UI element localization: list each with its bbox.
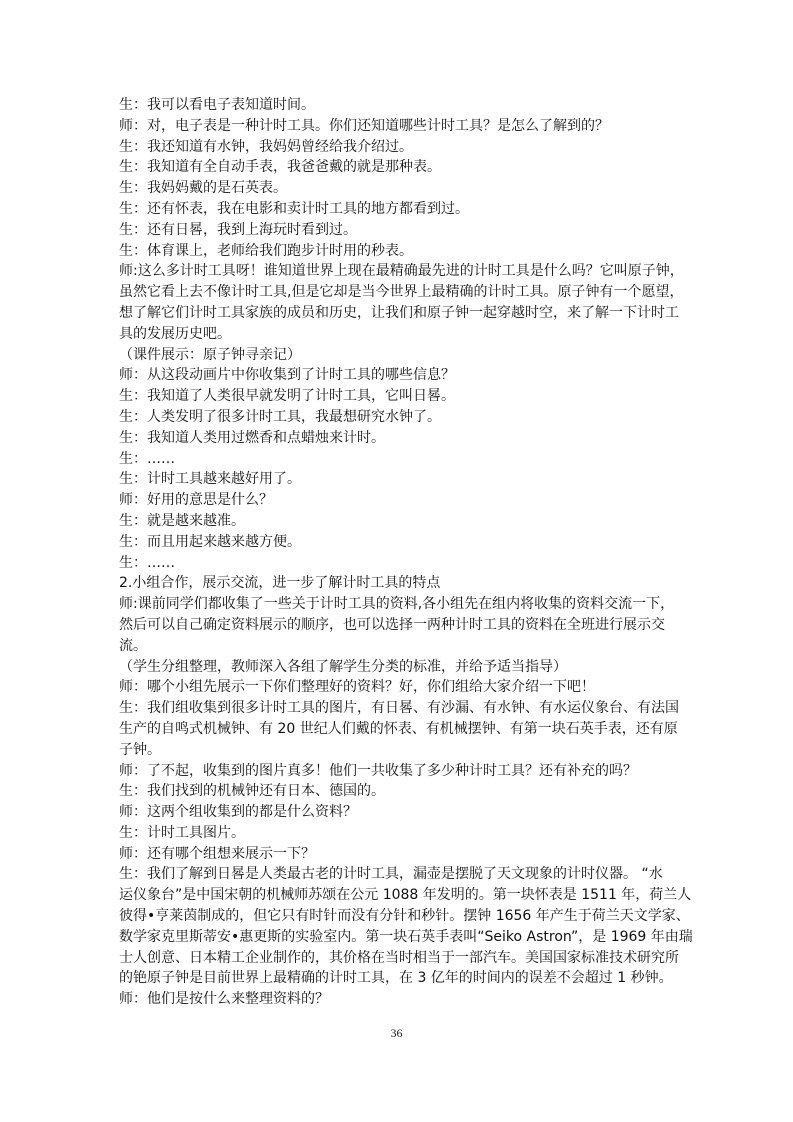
text-line: 然后可以自己确定资料展示的顺序，也可以选择一两种计时工具的资料在全班进行展示交 [119,616,665,633]
text-line: 师：这两个组收集到的都是什么资料？ [119,804,357,821]
text-line: 生：人类发明了很多计时工具，我最想研究水钟了。 [119,408,441,425]
text-line: 生：我们了解到日晷是人类最古老的计时工具，漏壶是摆脱了天文现象的计时仪器。 “水 [119,866,663,883]
text-line: 生：我知道人类用过燃香和点蜡烛来计时。 [119,429,385,446]
text-line: 师：还有哪个组想来展示一下？ [119,845,315,862]
text-line: （课件展示：原子钟寻亲记） [119,346,301,363]
text-line: 生：我可以看电子表知道时间。 [119,97,315,113]
text-line: 师：了不起，收集到的图片真多！他们一共收集了多少种计时工具？还有补充的吗？ [119,762,637,779]
text-line: 师：从这段动画片中你收集到了计时工具的哪些信息？ [119,367,455,384]
text-line: 士人创意、日本精工企业制作的，其价格在当时相当于一部汽车。美国国家标准技术研究所 [119,949,679,966]
text-line: 生：我们组收集到很多计时工具的图片，有日晷、有沙漏、有水钟、有水运仪象台、有法国 [119,700,679,717]
text-line: 的铯原子钟是目前世界上最精确的计时工具，在 3 亿年的时间内的误差不会超过 1 秒钟。 [119,970,673,987]
text-line: 具的发展历史吧。 [119,325,231,342]
text-line: 生：还有日晷，我到上海玩时看到过。 [119,221,357,238]
text-line: 生：体育课上，老师给我们跑步计时用的秒表。 [119,242,413,259]
text-line: 师:这么多计时工具呀！谁知道世界上现在最精确最先进的计时工具是什么吗？它叫原子钟， [119,263,684,280]
text-line: 想了解它们计时工具家族的成员和历史，让我们和原子钟一起穿越时空，来了解一下计时工 [119,304,679,321]
text-line: 生：…… [119,450,175,467]
text-line: 生产的自鸣式机械钟、有 20 世纪人们戴的怀表、有机械摆钟、有第一块石英手表，还有原 [119,720,678,737]
text-line: 师：哪个小组先展示一下你们整理好的资料？好，你们组给大家介绍一下吧！ [119,679,595,696]
text-line: （学生分组整理，教师深入各组了解学生分类的标准，并给予适当指导） [119,658,567,675]
text-line: 师：好用的意思是什么？ [119,492,273,509]
text-line: 生：我们找到的机械钟还有日本、德国的。 [119,783,385,800]
text-line: 师：对，电子表是一种计时工具。你们还知道哪些计时工具？是怎么了解到的？ [119,117,609,134]
text-line: 彼得•亨莱茵制成的，但它只有时针而没有分针和秒针。摆钟 1656 年产生于荷兰天文学家、 [119,908,690,925]
text-line: 生：我还知道有水钟，我妈妈曾经给我介绍过。 [119,138,413,155]
text-line: 师:课前同学们都收集了一些关于计时工具的资料,各小组先在组内将收集的资料交流一下， [119,596,675,613]
text-line: 生：…… [119,554,175,571]
text-line: 师：他们是按什么来整理资料的？ [119,991,329,1008]
text-line: 生：还有怀表，我在电影和卖计时工具的地方都看到过。 [119,200,469,217]
text-line: 生：就是越来越准。 [119,512,245,529]
page-number: 36 [390,1026,403,1040]
document-body [119,95,693,1010]
text-line: 子钟。 [119,741,161,758]
text-line: 生：而且用起来越来越方便。 [119,533,301,550]
text-line: 生：计时工具越来越好用了。 [119,471,301,488]
text-line: 生：我知道了人类很早就发明了计时工具，它叫日晷。 [119,388,455,405]
text-line: 生：我妈妈戴的是石英表。 [119,180,287,197]
text-line: 流。 [119,637,147,654]
text-line: 数学家克里斯蒂安•惠更斯的实验室内。第一块石英手表叫“Seiko Astron”，是 1969 年由瑞 [119,928,693,945]
section-heading: 2.小组合作，展示交流，进一步了解计时工具的特点 [119,575,441,592]
text-line: 运仪象台”是中国宋朝的机械师苏颂在公元 1088 年发明的。第一块怀表是 1511 年，荷兰人 [119,887,692,904]
text-line: 生：计时工具图片。 [119,824,245,841]
text-line: 生：我知道有全自动手表，我爸爸戴的就是那种表。 [119,159,441,176]
text-line: 虽然它看上去不像计时工具,但是它却是当今世界上最精确的计时工具。原子钟有一个愿望， [119,284,684,301]
